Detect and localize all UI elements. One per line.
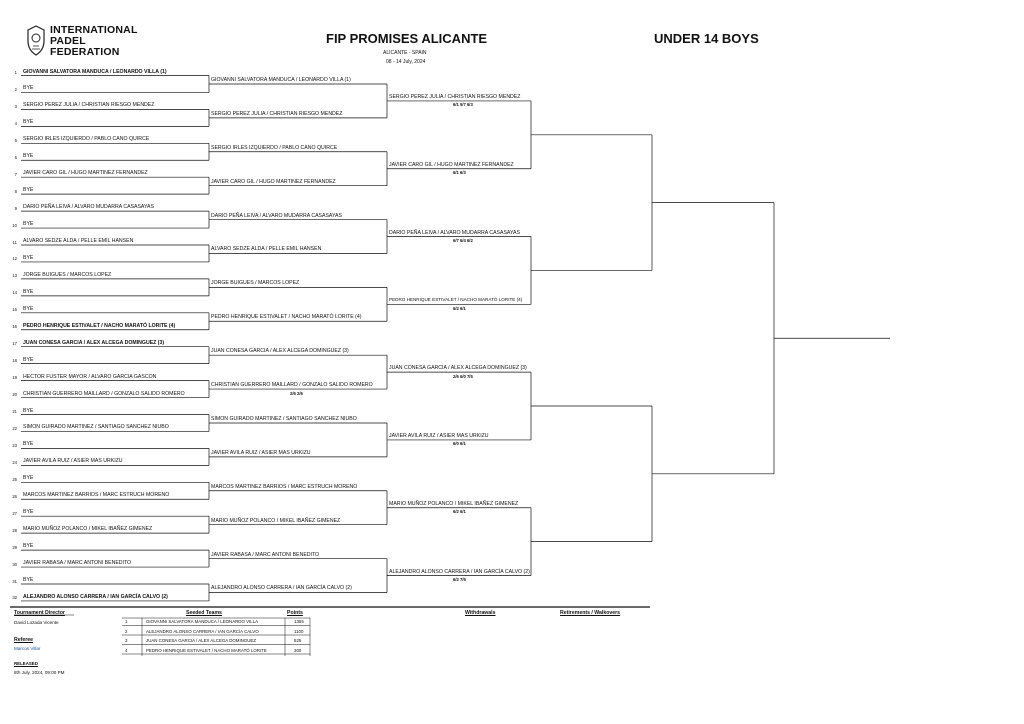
round1-entry: BYE (23, 509, 34, 516)
draw-position: 21 (12, 409, 17, 414)
released-label: RELEASED (14, 661, 38, 666)
director-name: David Lozada Vicente (14, 620, 59, 625)
round1-entry: PEDRO HENRIQUE ESTIVALET / NACHO MARATÓ LORITE (4) (23, 322, 176, 329)
draw-position: 12 (12, 256, 17, 262)
round1-entry: BYE (23, 407, 34, 414)
round1-entry: JAVIER AVILA RUIZ / ASIER MAS URKIZU (23, 458, 123, 465)
seed-number: 3 (125, 638, 128, 643)
round3-entry: JAVIER AVILA RUIZ / ASIER MAS URKIZU (389, 432, 489, 439)
draw-position: 15 (12, 307, 17, 313)
round1-entry: JAVIER RABASA / MARC ANTONI BENEDITO (23, 560, 132, 567)
draw-position: 27 (12, 510, 17, 516)
round3-entry: DARIO PEÑA LEIVA / ALVARO MUDARRA CASASAYAS (389, 229, 520, 236)
round2-entry: DARIO PEÑA LEIVA / ALVARO MUDARRA CASASAYAS (211, 212, 342, 219)
draw-position: 7 (14, 171, 17, 177)
draw-position: 30 (12, 561, 17, 567)
round2-entry: MARCOS MARTINEZ BARRIOS / MARC ESTRUCH MORENO (211, 483, 358, 490)
seeded-teams-label: Seeded Teams (186, 610, 222, 616)
round1-entry: CHRISTIAN GUERRERO MAILLARD / GONZALO SALIDO ROMERO (23, 390, 185, 397)
round1-entry: MARIO MUÑOZ POLANCO / MIKEL IBAÑEZ GIMENEZ (23, 526, 153, 533)
round1-entry: BYE (23, 577, 34, 583)
seed-points: 1355 (294, 619, 304, 624)
round2-entry: ALEJANDRO ALONSO CARRERA / IAN GARCÍA CALVO (2) (211, 585, 352, 592)
round2-entry: SIMON GUIRADO MARTINEZ / SANTIAGO SANCHEZ NIUBO (211, 415, 357, 422)
round3-score: 6/2 6/1 (453, 305, 466, 311)
round1-entry: ALEJANDRO ALONSO CARRERA / IAN GARCÍA CALVO (2) (23, 593, 168, 600)
seed-team: GIOVANNI SALVATORA MANDUCA / LEONARDO VILLA (146, 619, 259, 624)
round2-entry: JAVIER RABASA / MARC ANTONI BENEDITO (211, 551, 320, 558)
round1-entry: HECTOR FUSTER MAYOR / ALVARO GARCIA GASCON (23, 373, 157, 380)
round1-entry: ALVARO SEDZE ALDA / PELLE EMIL HANSEN (23, 238, 134, 244)
draw-position: 16 (12, 324, 17, 330)
seed-points: 1100 (294, 628, 304, 634)
round1-entry: BYE (23, 305, 34, 312)
logo-wordmark (50, 25, 138, 58)
retirements-label: Retirements / Walkovers (560, 610, 621, 616)
round1-entry: BYE (23, 475, 34, 482)
round3-score: 6/2 6/1 (453, 509, 466, 515)
draw-position: 2 (14, 86, 17, 92)
seed-team: PEDRO HENRIQUE ESTIVALET / NACHO MARATÓ LORITE (146, 647, 267, 653)
draw-position: 11 (12, 239, 17, 245)
round3-entry: SERGIO PEREZ JULIA / CHRISTIAN RIESGO MENDEZ (389, 93, 521, 100)
round1-entry: MARCOS MARTINEZ BARRIOS / MARC ESTRUCH MORENO (23, 492, 170, 499)
round1-entry: BYE (23, 356, 34, 363)
round2-entry: JUAN CONESA GARCIA / ALEX ALCEGA DOMINGUEZ (3) (211, 348, 349, 355)
round1-entry: BYE (23, 85, 34, 92)
round2-entry: SERGIO IRLES IZQUIERDO / PABLO CANO QUIRCE (211, 144, 338, 151)
draw-position: 6 (14, 154, 17, 160)
draw-position: 24 (12, 459, 17, 465)
round3-entry: MARIO MUÑOZ POLANCO / MIKEL IBAÑEZ GIMENEZ (389, 500, 519, 507)
round1-entry: BYE (23, 119, 34, 126)
seed-number: 1 (125, 619, 128, 624)
logo-line: INTERNATIONAL (50, 24, 138, 36)
draw-position: 18 (12, 358, 17, 364)
draw-position: 9 (14, 205, 17, 211)
round1-entry: SERGIO IRLES IZQUIERDO / PABLO CANO QUIRCE (23, 136, 150, 143)
released-date: 8th July, 2024, 09:00 PM (14, 670, 65, 675)
draw-position: 17 (12, 341, 17, 347)
round2-entry: JAVIER CARO GIL / HUGO MARTINEZ FERNANDEZ (211, 178, 336, 185)
referee-name: Marcos Villar (14, 646, 41, 651)
round3-score: 6/7 6/4 6/2 (453, 238, 473, 244)
draw-position: 3 (14, 103, 17, 109)
seed-number: 2 (125, 628, 128, 634)
seed-number: 4 (125, 647, 128, 653)
round3-score: 6/2 7/5 (453, 577, 466, 583)
round2-entry: CHRISTIAN GUERRERO MAILLARD / GONZALO SALIDO ROMERO (211, 382, 373, 389)
round1-entry: BYE (23, 288, 34, 295)
round3-score: 6/1 6/3 (453, 170, 466, 176)
round3-score: 6/1 5/7 6/3 (453, 102, 473, 108)
seed-points: 525 (294, 638, 302, 643)
draw-position: 20 (12, 392, 17, 398)
round1-entry: GIOVANNI SALVATORA MANDUCA / LEONARDO VILLA (1) (23, 68, 167, 75)
round2-entry: PEDRO HENRIQUE ESTIVALET / NACHO MARATÓ LORITE (4) (211, 314, 362, 321)
draw-position: 26 (12, 493, 17, 499)
round1-entry: BYE (23, 221, 34, 228)
draw-position: 14 (12, 290, 17, 296)
round1-entry: BYE (23, 187, 34, 194)
tournament-location: ALICANTE - SPAIN (383, 50, 427, 56)
round1-entry: JAVIER CARO GIL / HUGO MARTINEZ FERNANDEZ (23, 170, 148, 177)
points-label: Points (287, 610, 303, 616)
round3-entry: JUAN CONESA GARCIA / ALEX ALCEGA DOMINGUEZ (3) (389, 365, 527, 372)
round3-entry: PEDRO HENRIQUE ESTIVALET / NACHO MARATÓ LORITE (4) (389, 297, 523, 303)
seed-team: ALEJANDRO ALONSO CARRERA / IAN GARCÍA CALVO (146, 628, 259, 634)
round2-score: 2/6 2/6 (290, 390, 303, 396)
withdrawals-label: Withdrawals (465, 610, 496, 616)
logo-line: FEDERATION (50, 46, 120, 58)
category-title: UNDER 14 BOYS (654, 31, 759, 46)
draw-position: 32 (12, 595, 17, 601)
draw-position: 8 (14, 188, 17, 194)
round1-entry: BYE (23, 441, 34, 448)
round2-entry: ALVARO SEDZE ALDA / PELLE EMIL HANSEN (211, 246, 322, 253)
round1-entry: BYE (23, 153, 34, 160)
draw-position: 25 (12, 476, 17, 482)
round1-entry: JUAN CONESA GARCIA / ALEX ALCEGA DOMINGUEZ (3) (23, 339, 165, 346)
seed-points: 300 (294, 647, 302, 653)
draw-position: 10 (12, 222, 17, 228)
draw-position: 19 (12, 375, 17, 381)
draw-position: 28 (12, 527, 17, 533)
director-label: Tournament Director (14, 610, 65, 616)
seed-team: JUAN CONESA GARCIA / ALEX ALCEGA DOMINGUEZ (146, 638, 257, 643)
round1-entry: BYE (23, 543, 34, 550)
draw-position: 1 (14, 70, 17, 75)
fip-seal-icon (26, 25, 46, 56)
logo-line: PADEL (50, 35, 86, 47)
round3-entry: ALEJANDRO ALONSO CARRERA / IAN GARCÍA CALVO (2) (389, 568, 530, 575)
round2-entry: JAVIER AVILA RUIZ / ASIER MAS URKIZU (211, 449, 311, 456)
round2-entry: MARIO MUÑOZ POLANCO / MIKEL IBAÑEZ GIMENEZ (211, 517, 341, 524)
round1-entry: DARIO PEÑA LEIVA / ALVARO MUDARRA CASASAYAS (23, 204, 154, 211)
draw-position: 29 (12, 544, 17, 550)
draw-position: 5 (14, 137, 17, 143)
round1-entry: SIMON GUIRADO MARTINEZ / SANTIAGO SANCHEZ NIUBO (23, 424, 169, 431)
draw-position: 31 (12, 578, 17, 584)
round1-entry: BYE (23, 254, 34, 261)
draw-position: 22 (12, 425, 17, 431)
round2-entry: JORGE BUIGUES / MARCOS LOPEZ (211, 280, 300, 287)
referee-label: Referee (14, 637, 34, 643)
round3-entry: JAVIER CARO GIL / HUGO MARTINEZ FERNANDEZ (389, 161, 514, 168)
round2-entry: GIOVANNI SALVATORA MANDUCA / LEONARDO VILLA (1) (211, 76, 351, 83)
round2-entry: SERGIO PEREZ JULIA / CHRISTIAN RIESGO MENDEZ (211, 110, 343, 117)
round3-score: 6/0 6/1 (453, 441, 466, 447)
round1-entry: SERGIO PEREZ JULIA / CHRISTIAN RIESGO MENDEZ (23, 102, 155, 109)
draw-position: 4 (14, 120, 17, 126)
draw-position: 13 (12, 273, 17, 279)
draw-position: 23 (12, 442, 17, 448)
tournament-dates: 08 - 14 July, 2024 (386, 59, 426, 65)
round3-score: 2/6 6/0 7/5 (453, 373, 473, 379)
round1-entry: JORGE BUIGUES / MARCOS LOPEZ (23, 271, 112, 278)
tournament-title: FIP PROMISES ALICANTE (326, 31, 488, 46)
